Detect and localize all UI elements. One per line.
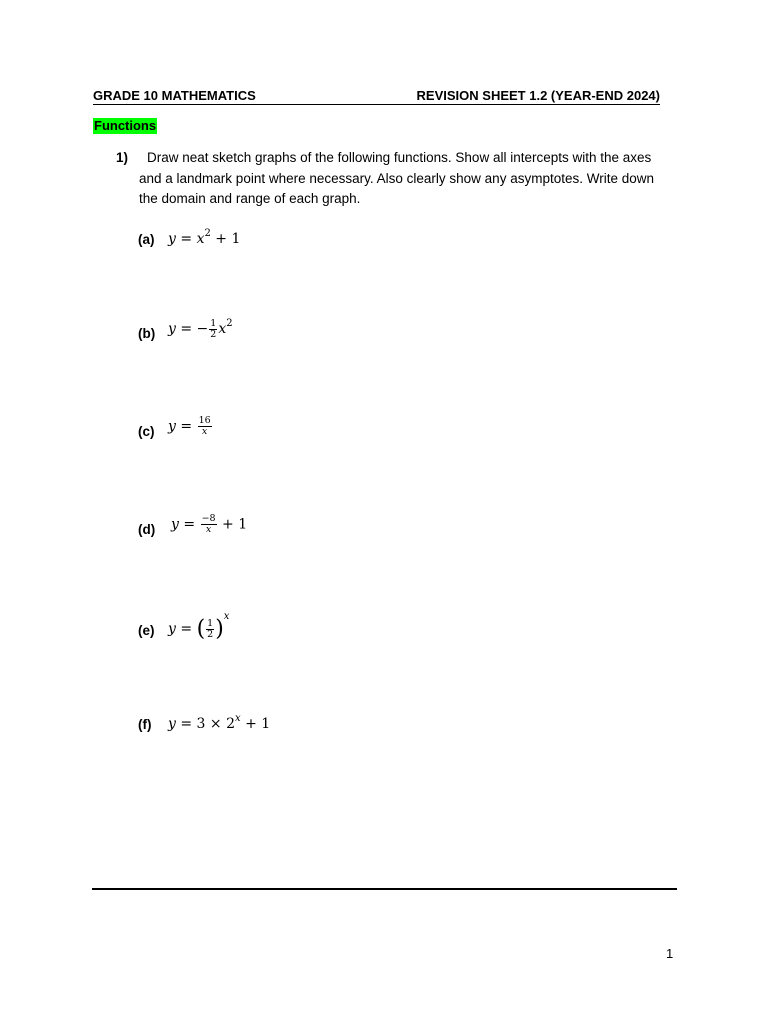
page-number: 1 [666,946,674,961]
item-label: (a) [138,232,155,247]
question-number: 1) [116,150,129,165]
item-label: (e) [138,623,155,638]
page-header [93,89,660,105]
item-label: (b) [138,326,156,341]
sheet-title: REVISION SHEET 1.2 (YEAR-END 2024) [416,88,660,103]
question-instructions: Draw neat sketch graphs of the following functions. Show all intercepts with the axes and a landmark point where necessary. Also clearly show any asymptotes. Write down the domain and range of each graph. [139,150,654,206]
equation: $y = 3 \times 2^x + 1$ [168,713,271,732]
item-label: (c) [138,424,155,439]
section-title: Functions [94,118,157,133]
equation: $y = x^2 + 1$ [168,228,241,247]
course-title: GRADE 10 MATHEMATICS [93,88,256,103]
equation: y = $\frac{-8}{x}$ + 1 [171,513,248,535]
item-label: (f) [138,717,152,732]
equation: y = $\frac{16}{x}$ [168,415,211,437]
item-label: (d) [138,522,156,537]
equation: y = − $\frac{1}{2}$ $x^2$ [168,317,233,340]
equation: y = ( $\frac{1}{2}$ )$^x$ [168,611,230,642]
footer-rule [92,888,677,890]
